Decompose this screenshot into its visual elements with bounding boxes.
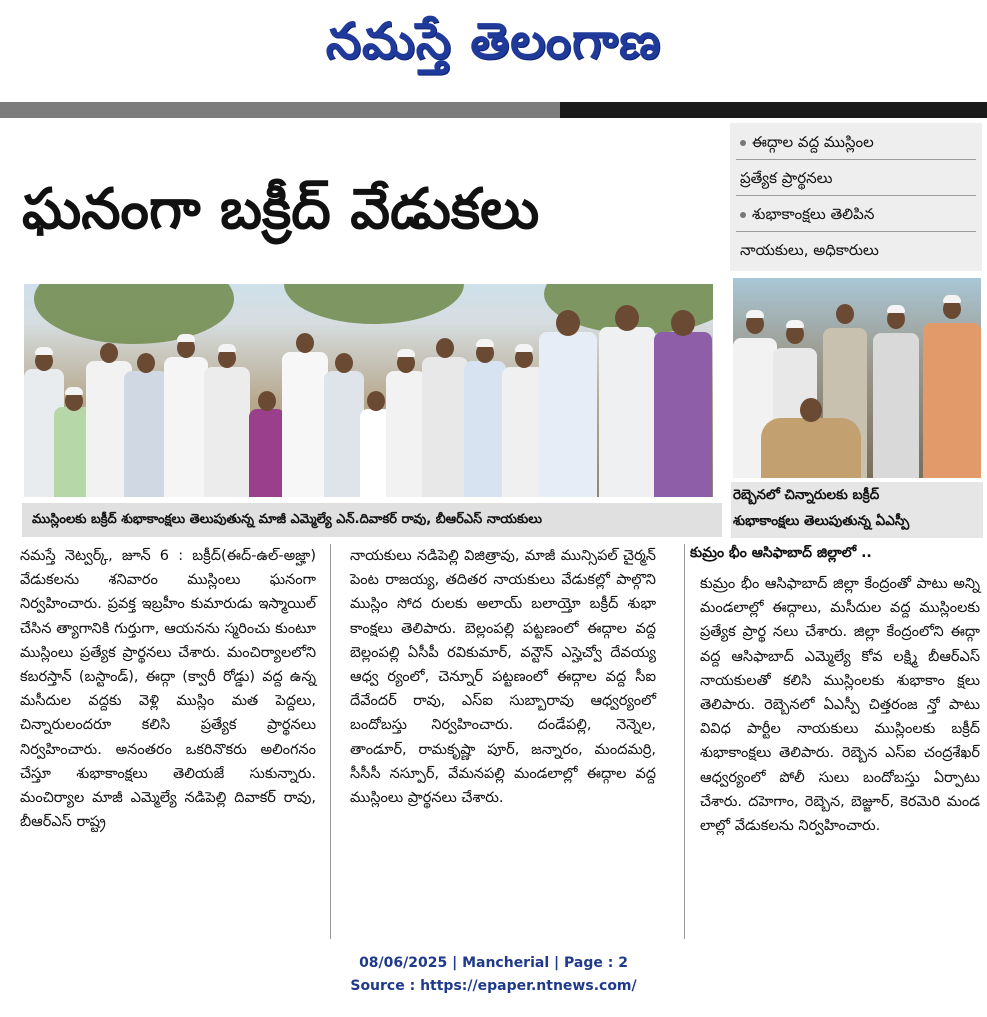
- article-column-1: నమస్తే నెట్వర్క్, జూన్ 6 : బక్రీద్(ఈద్-ఉల్-అజ్హా) వేడుకలను శనివారం ముస్లింలు ఘనంగా నిర్వహించారు. ప్రవక్త ఇబ్రహీం కుమారుడు ఇస్మాయిల్ చేసిన త్యాగానికి గుర్తుగా, ఆయనను స్మరించు కుంటూ ముస్లింలు ప్రత్యేక ప్రార్థనలు చేశారు. మంచిర్యాలలోని కబరస్తాన్ (బస్టాండ్), ఈద్గా (క్వారీ రోడ్డు) వద్ద ఉన్న మసీదుల వద్దకు వెళ్లి ముస్లిం మత పెద్దలు, చిన్నారులందరూ కలిసి ప్రత్యేక ప్రార్థనలు నిర్వహించారు. అనంతరం ఒకరినొకరు అలింగనం చేస్తూ శుభాకాంక్షలు తెలియజే సుకున్నారు. మంచిర్యాల మాజీ ఎమ్మెల్యే నడిపెల్లి దివాకర్ రావు, బీఆర్ఎస్ రాష్ట్ర: [20, 548, 316, 831]
- article-headline: ఘనంగా బక్రీద్ వేడుకలు: [22, 177, 540, 242]
- highlight-line-1: ఈద్గాల వద్ద ముస్లింల: [740, 127, 978, 157]
- masthead: [0, 0, 987, 86]
- highlight-line-4: నాయకులు, అధికారులు: [740, 241, 879, 259]
- source-link[interactable]: Source : https://epaper.ntnews.com/: [350, 978, 637, 994]
- highlight-line-2: ప్రత్యేక ప్రార్థనలు: [740, 169, 833, 187]
- header-rule-dark: [560, 102, 987, 118]
- side-photo-caption: [731, 482, 983, 534]
- side-photo: [733, 278, 981, 478]
- side-caption-line-1: రెబ్బెనలో చిన్నారులకు బక్రీద్: [733, 487, 880, 503]
- newspaper-logo: నమస్తే తెలంగాణ: [325, 12, 662, 70]
- highlight-divider: [736, 231, 976, 232]
- column-divider: [684, 544, 685, 939]
- main-photo-caption: ముస్లింలకు బక్రీద్ శుభాకాంక్షలు తెలుపుతున్న మాజీ ఎమ్మెల్యే ఎన్.దివాకర్ రావు, బీఆర్ఎస్ నాయకులు: [22, 503, 722, 537]
- highlights-box: [730, 123, 982, 271]
- highlight-divider: [736, 159, 976, 160]
- district-subhead: కుమ్రం భీం ఆసిఫాబాద్ జిల్లాలో ..: [690, 545, 872, 561]
- main-photo: [24, 284, 713, 497]
- article-column-3: కుమ్రం భీం ఆసిఫాబాద్ జిల్లా కేంద్రంతో పాటు అన్ని మండలాల్లో ఈద్గాలు, మసీదుల వద్ద ముస్లింలకు ప్రత్యేక ప్రార్థ నలు చేశారు. జిల్లా కేంద్రంలోని ఈద్గా వద్ద ఆసిఫాబాద్ ఎమ్మెల్యే కోవ లక్ష్మి బీఆర్ఎస్ నాయకులతో కలిసి ముస్లింలకు శుభాకాం క్షలు తెలిపారు. రెబ్బెనలో ఏఎస్పీ చిత్తరంజ న్తో పాటు వివిధ పార్టీల నాయకులు ముస్లింలకు బక్రీద్ శుభాకాంక్షలు తెలిపారు. రెబ్బెన ఎస్ఐ చంద్రశేఖర్ ఆధ్వర్యంలో పోలీ సులు బందోబస్తు ఏర్పాటు చేశారు. దహెగాం, రెబ్బెన, బెజ్జూర్, కెరమెరి మండ లాల్లో వేడుకలను నిర్వహించారు.: [700, 576, 980, 835]
- highlight-line-3: శుభాకాంక్షలు తెలిపిన: [740, 199, 978, 229]
- highlight-divider: [736, 195, 976, 196]
- bullet-icon: [740, 212, 746, 218]
- side-caption-line-2: శుభాకాంక్షలు తెలుపుతున్న ఏఎస్పీ: [733, 513, 910, 529]
- bullet-icon: [740, 140, 746, 146]
- column-divider: [330, 544, 331, 939]
- header-rule-grey: [0, 102, 560, 118]
- article-column-2: నాయకులు నడిపెల్లి విజిత్రావు, మాజీ మున్సిపల్ చైర్మన్ పెంట రాజయ్య, తదితర నాయకులు వేడుకల్లో పాల్గొని ముస్లిం సోద రులకు అలాయ్ బలాయ్తో బక్రీద్ శుభా కాంక్షలు తెలిపారు. బెల్లంపల్లి పట్టణంలో ఈద్గాల వద్ద బెల్లంపల్లి ఏసీపీ రవికుమార్, వన్టౌన్ ఎస్హెచ్వో దేవయ్య ఆధ్వ ర్యంలో, చెన్నూర్ పట్టణంలో ఈద్గాల వద్ద సీఐ దేవేందర్ రావు, ఎస్ఐ సుబ్బారావు ఆధ్వర్యంలో బందోబస్తు నిర్వహించారు. దండేపల్లి, నెన్నెల, తాండూర్, రామకృష్ణా పూర్, జన్నారం, మందమర్రి, సీసీసీ నస్పూర్, వేమనపల్లి మండలాల్లో ఈద్గాల వద్ద ముస్లింలు ప్రార్థనలు చేశారు.: [350, 548, 656, 807]
- edition-info: 08/06/2025 | Mancherial | Page : 2: [359, 955, 628, 971]
